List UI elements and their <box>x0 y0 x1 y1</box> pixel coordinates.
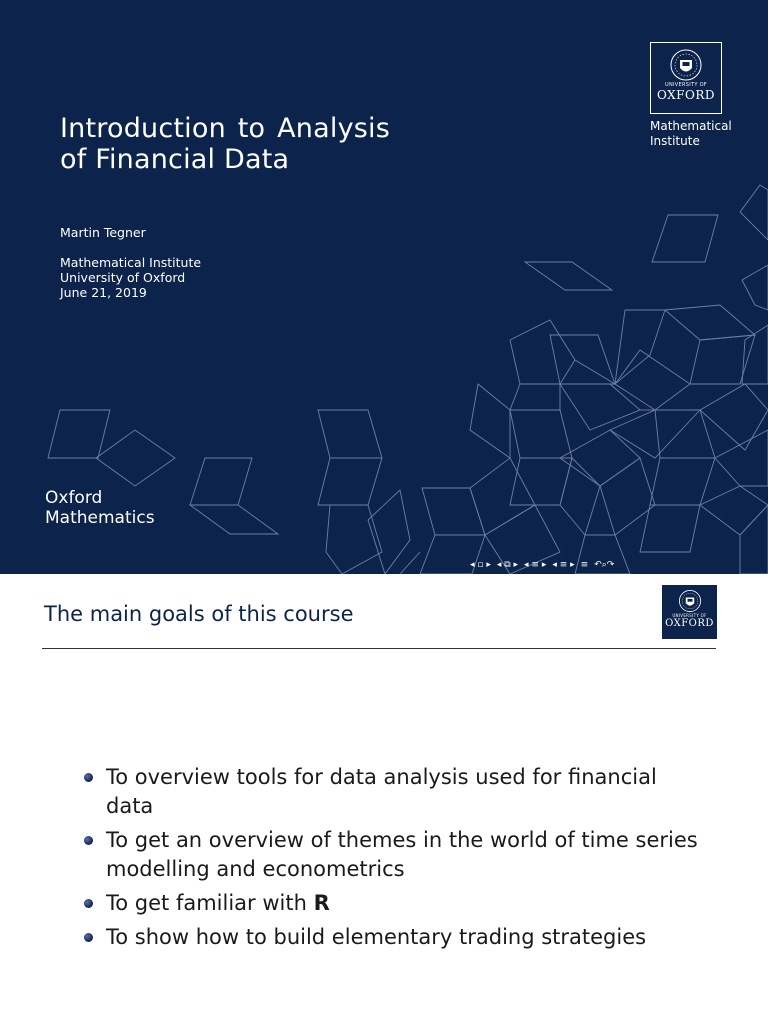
title-line-2: of Financial Data <box>60 144 290 175</box>
r-language-name: R <box>313 891 330 915</box>
content-slide <box>0 574 768 1024</box>
branding-line: Oxford <box>45 488 103 508</box>
list-item <box>84 923 704 952</box>
nav-frame-icon[interactable]: ◂ ▫ ▸ <box>470 560 491 570</box>
presentation-title <box>60 113 390 175</box>
nav-subsection-list-icon[interactable]: ◂ ≡ ▸ <box>552 560 575 570</box>
logo-oxford: OXFORD <box>665 618 714 629</box>
presentation-date: June 21, 2019 <box>60 285 147 300</box>
bullet-icon <box>84 899 93 908</box>
affiliation-university: University of Oxford <box>60 270 186 285</box>
frame-title: The main goals of this course <box>44 602 354 626</box>
oxford-logo <box>650 42 722 114</box>
title-rule <box>42 648 716 649</box>
title-word: Analysis <box>277 113 390 144</box>
nav-subsection-icon[interactable]: ◂ ⧉ ▸ <box>496 560 519 570</box>
list-item <box>84 763 704 821</box>
nav-search-icon[interactable]: ↶⌕↷ <box>594 560 615 570</box>
crest-icon <box>669 48 703 82</box>
goal-text: To show how to build elementary trading strategies <box>106 925 647 949</box>
bullet-icon <box>84 773 93 782</box>
bullet-icon <box>84 933 93 942</box>
nav-section-icon[interactable]: ◂ ≡ ▸ <box>524 560 547 570</box>
goal-text: To overview tools for data analysis used for financial data <box>106 765 657 818</box>
goals-list <box>84 763 704 957</box>
author: Martin Tegner <box>60 225 146 240</box>
crest-icon <box>678 589 702 613</box>
title-word: Introduction <box>60 113 226 144</box>
list-item <box>84 826 704 884</box>
affiliation-institute: Mathematical Institute <box>60 255 202 270</box>
logo-oxford: OXFORD <box>657 88 715 102</box>
goal-text: To get an overview of themes in the world of time series modelling and econometrics <box>106 828 698 881</box>
bullet-icon <box>84 836 93 845</box>
title-word: to <box>237 113 266 144</box>
logo-university-of: UNIVERSITY OF <box>672 613 707 618</box>
beamer-navigation[interactable] <box>470 560 614 570</box>
goal-text: To get familiar with <box>106 891 314 915</box>
list-item <box>84 889 704 918</box>
oxford-mathematics-branding <box>45 488 155 528</box>
logo-caption-line: Institute <box>650 134 700 148</box>
logo-caption <box>650 119 732 149</box>
nav-appendix-icon[interactable]: ≡ <box>580 560 589 570</box>
oxford-logo <box>662 585 717 639</box>
branding-line: Mathematics <box>45 508 155 528</box>
logo-caption-line: Mathematical <box>650 119 732 133</box>
logo-university-of: UNIVERSITY OF <box>665 82 707 88</box>
